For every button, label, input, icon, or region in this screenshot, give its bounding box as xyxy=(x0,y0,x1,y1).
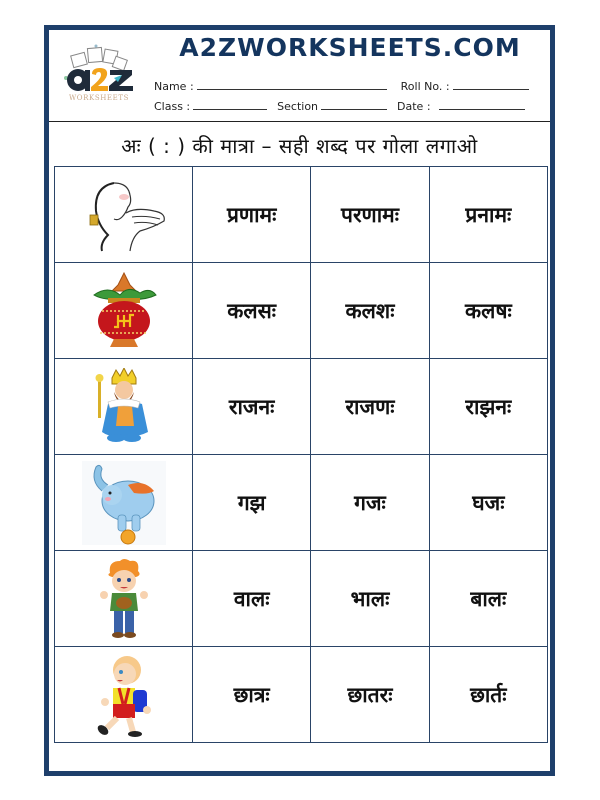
word-option[interactable]: राझनः xyxy=(429,359,547,455)
picture-cell xyxy=(55,167,193,263)
word-option[interactable]: कलशः xyxy=(311,263,429,359)
word-option[interactable]: वालः xyxy=(193,551,311,647)
word-option[interactable]: प्रनामः xyxy=(429,167,547,263)
word-option[interactable]: छात्रः xyxy=(193,647,311,743)
name-field[interactable] xyxy=(197,80,387,90)
table-row xyxy=(55,263,548,359)
picture-cell xyxy=(55,647,193,743)
table-row xyxy=(55,455,548,551)
word-option[interactable]: छातरः xyxy=(311,647,429,743)
date-label: Date : xyxy=(397,100,431,113)
word-option[interactable]: घजः xyxy=(429,455,547,551)
class-field[interactable] xyxy=(193,100,267,110)
child-icon xyxy=(55,557,192,641)
name-label: Name : xyxy=(154,80,194,93)
elephant-icon xyxy=(55,461,192,545)
king-icon xyxy=(55,368,192,446)
word-option[interactable]: गझ xyxy=(193,455,311,551)
class-label: Class : xyxy=(154,100,191,113)
word-option[interactable]: कलषः xyxy=(429,263,547,359)
student-info-line-2 xyxy=(154,100,525,113)
header-divider xyxy=(49,121,550,122)
site-title: A2ZWORKSHEETS.COM xyxy=(179,33,521,62)
kalash-icon xyxy=(55,271,192,351)
word-option[interactable]: छार्तः xyxy=(429,647,547,743)
picture-cell xyxy=(55,455,193,551)
student-icon xyxy=(55,652,192,738)
table-row xyxy=(55,167,548,263)
word-option[interactable]: प्रणामः xyxy=(193,167,311,263)
roll-no-label: Roll No. : xyxy=(400,80,450,93)
table-row xyxy=(55,551,548,647)
word-option[interactable]: गजः xyxy=(311,455,429,551)
worksheet-table xyxy=(54,166,548,743)
a2z-logo-icon xyxy=(58,44,140,106)
logo-text: WORKSHEETS xyxy=(68,94,130,102)
word-option[interactable]: भालः xyxy=(311,551,429,647)
table-row xyxy=(55,647,548,743)
section-label: Section xyxy=(277,100,319,113)
date-field[interactable] xyxy=(439,100,525,110)
student-info-line-1 xyxy=(154,80,529,93)
picture-cell xyxy=(55,551,193,647)
word-option[interactable]: कलसः xyxy=(193,263,311,359)
word-option[interactable]: बालः xyxy=(429,551,547,647)
picture-cell xyxy=(55,263,193,359)
word-option[interactable]: राजनः xyxy=(193,359,311,455)
word-option[interactable]: राजणः xyxy=(311,359,429,455)
table-row xyxy=(55,359,548,455)
picture-cell xyxy=(55,359,193,455)
namaste-woman-icon xyxy=(55,177,192,253)
word-option[interactable]: परणामः xyxy=(311,167,429,263)
section-field[interactable] xyxy=(321,100,387,110)
roll-no-field[interactable] xyxy=(453,80,529,90)
instruction-heading: अः ( : ) की मात्रा – सही शब्द पर गोला लगाओ xyxy=(121,134,478,158)
